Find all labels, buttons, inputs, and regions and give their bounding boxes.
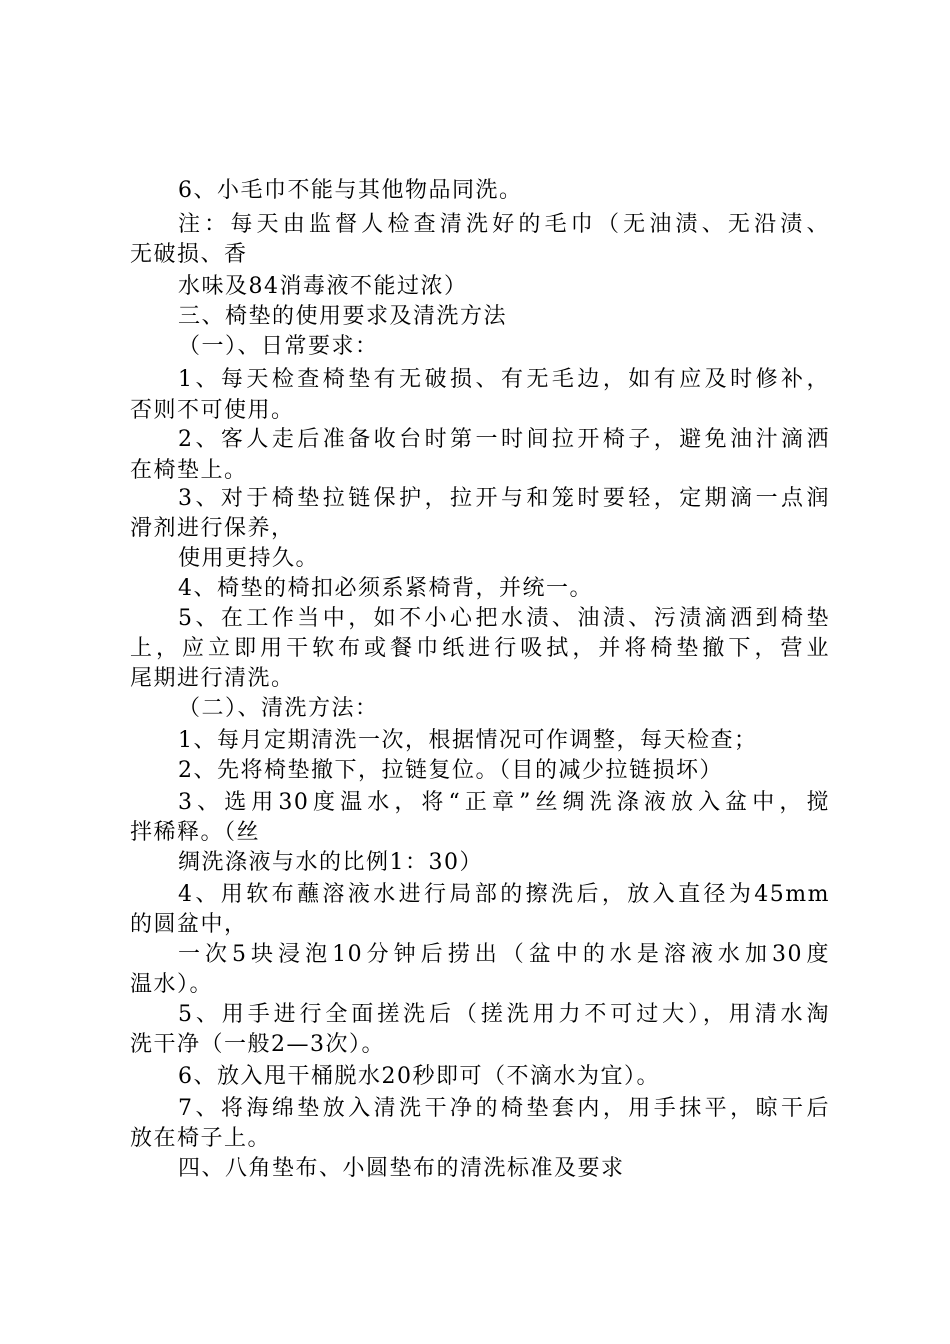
- text-line: 的圆盆中，: [130, 912, 248, 937]
- section-heading: 四、八角垫布、小圆垫布的清洗标准及要求: [178, 1156, 625, 1181]
- text-line: 4、椅垫的椅扣必须系紧椅背，并统一。: [178, 576, 593, 601]
- text-line: 无破损、香: [130, 242, 248, 267]
- text-line: 水味及84消毒液不能过浓）: [178, 274, 468, 299]
- text-line: 3、选用30度温水，将“正章”丝绸洗涤液放入盆中，搅: [178, 790, 830, 815]
- text-line: 否则不可使用。: [130, 398, 295, 423]
- text-line: 放在椅子上。: [130, 1126, 272, 1151]
- text-line: 7、将海绵垫放入清洗干净的椅垫套内，用手抹平，晾干后: [178, 1096, 830, 1121]
- text-line: 1、每天检查椅垫有无破损、有无毛边，如有应及时修补，: [178, 367, 830, 392]
- section-heading: 三、椅垫的使用要求及清洗方法: [178, 304, 508, 329]
- text-line: 5、在工作当中，如不小心把水渍、油渍、污渍滴洒到椅垫: [178, 606, 830, 631]
- text-line: 6、小毛巾不能与其他物品同洗。: [178, 178, 523, 203]
- text-line: 拌稀释。（丝: [130, 820, 261, 845]
- text-line: 一次5块浸泡10分钟后捞出（盆中的水是溶液水加30度: [178, 942, 830, 967]
- text-line: 洗干净（一般2—3次）。: [130, 1032, 385, 1057]
- text-line: 5、用手进行全面搓洗后（搓洗用力不可过大），用清水淘: [178, 1002, 830, 1027]
- text-line: 2、先将椅垫撤下，拉链复位。（目的减少拉链损坏）: [178, 758, 723, 783]
- text-line: 绸洗涤液与水的比例1：30）: [178, 850, 483, 875]
- text-line: 4、用软布蘸溶液水进行局部的擦洗后，放入直径为45mm: [178, 882, 830, 907]
- text-line: 上，应立即用干软布或餐巾纸进行吸拭，并将椅垫撤下，营业: [130, 636, 830, 661]
- text-line: 使用更持久。: [178, 546, 320, 571]
- text-line: 3、对于椅垫拉链保护，拉开与和笼时要轻，定期滴一点润: [178, 486, 830, 511]
- text-line: 6、放入甩干桶脱水20秒即可（不滴水为宜）。: [178, 1064, 660, 1089]
- text-line: 2、客人走后准备收台时第一时间拉开椅子，避免油汁滴洒: [178, 427, 830, 452]
- text-line: 尾期进行清洗。: [130, 666, 295, 691]
- text-line: 注：每天由监督人检查清洗好的毛巾（无油渍、无沿渍、: [178, 212, 830, 237]
- subsection-heading: （一）、日常要求：: [178, 334, 379, 359]
- text-line: 温水）。: [130, 972, 214, 997]
- text-line: 滑剂进行保养，: [130, 516, 295, 541]
- subsection-heading: （二）、清洗方法：: [178, 696, 379, 721]
- text-line: 在椅垫上。: [130, 458, 248, 483]
- text-line: 1、每月定期清洗一次，根据情况可作调整，每天检查；: [178, 728, 758, 753]
